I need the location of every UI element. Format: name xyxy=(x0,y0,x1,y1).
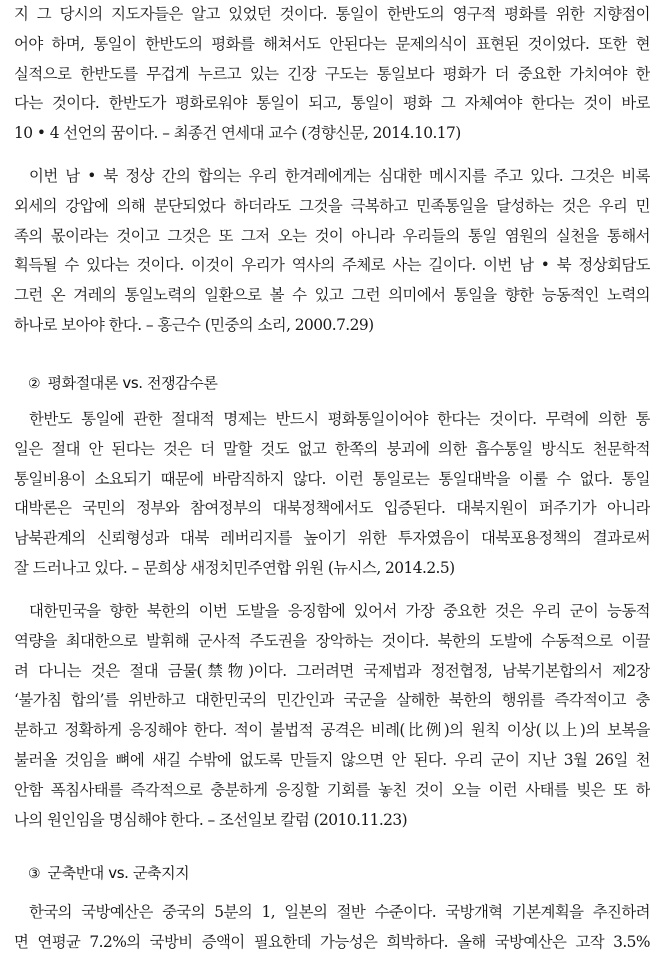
paragraph-line: 면 연평균 7.2%의 국방비 증액이 필요한데 가능성은 희박하다. 올해 국방예산은 고작 3.5% xyxy=(14,932,650,951)
paragraph-line: 이번 남 • 북 정상 간의 합의는 우리 한겨레에게는 심대한 메시지를 주고 있다. 그것은 비록 xyxy=(29,167,650,185)
paragraph-line: 잘 드러나고 있다. – 문희상 새정치민주연합 위원 (뉴시스, 2014.2.5) xyxy=(14,558,455,577)
paragraph-line: 나의 원인임을 명심해야 한다. – 조선일보 칼럼 (2010.11.23) xyxy=(14,810,408,829)
paragraph-3 xyxy=(14,405,650,584)
paragraph-line: 안함 폭침사태를 즉각적으로 충분하게 응징할 기회를 놓친 것이 오늘 이런 사태를 빚은 또 하 xyxy=(14,780,650,799)
paragraph-line: 역량을 최대한으로 발휘해 군사적 주도권을 장악하는 것이다. 북한의 도발에 수동적으로 이끌 xyxy=(14,631,650,650)
paragraph-line: 남북관계의 신뢰형성과 대북 레버리지를 높이기 위한 투자였음이 대북포용정책의 결과로써 xyxy=(14,529,650,548)
paragraph-line: 실적으로 한반도를 무겁게 누르고 있는 긴장 구도는 통일보다 평화가 더 중요한 가치여야 한 xyxy=(14,64,650,83)
paragraph-2 xyxy=(14,162,650,341)
paragraph-line: 획득될 수 있다는 것이다. 이것이 우리가 역사의 주체로 사는 길이다. 이번 남 • 북 정상회담도 xyxy=(14,256,650,275)
paragraph-line: 하나로 보아야 한다. – 홍근수 (민중의 소리, 2000.7.29) xyxy=(14,315,374,334)
paragraph-line: 어야 하며, 통일이 한반도의 평화를 해쳐서도 안된다는 문제의식이 표현된 것이었다. 또한 현 xyxy=(14,34,650,53)
paragraph-line: 대한민국을 향한 북한의 이번 도발을 응징함에 있어서 가장 중요한 것은 우리 군이 능동적 xyxy=(29,602,650,620)
paragraph-line: 대박론은 국민의 정부와 참여정부의 대북정책에서도 입증된다. 대북지원이 퍼주기가 아니라 xyxy=(14,499,650,518)
paragraph-5 xyxy=(14,898,650,958)
paragraph-line: 불러올 것임을 뼈에 새길 수밖에 없도록 만들지 않으면 안 된다. 우리 군이 지난 3월 26일 천 xyxy=(14,750,650,769)
section-title: 군축반대 vs. 군축지지 xyxy=(47,864,190,882)
section-number: ③ xyxy=(28,866,41,882)
paragraph-line: 10 • 4 선언의 꿈이다. – 최종건 연세대 교수 (경향신문, 2014.10.17) xyxy=(14,124,461,143)
paragraph-4 xyxy=(14,597,650,835)
paragraph-line: 분하고 정확하게 응징해야 한다. 적이 불법적 공격은 비례(比例)의 원칙 이상(以上)의 보복을 xyxy=(14,721,650,740)
section-title: 평화절대론 vs. 전쟁감수론 xyxy=(47,374,218,392)
paragraph-line: 족의 몫이라는 것이고 그것은 또 그저 오는 것이 아니라 우리들의 통일 염원의 실천을 통해서 xyxy=(14,226,650,245)
paragraph-line: 외세의 강압에 의해 분단되었다 하더라도 그것을 극복하고 민족통일을 달성하는 것은 우리 민 xyxy=(14,196,650,215)
section-heading-2 xyxy=(14,372,217,395)
paragraph-line: 다는 것이다. 한반도가 평화로워야 통일이 되고, 통일이 평화 그 자체여야 한다는 것이 바로 xyxy=(14,94,650,113)
paragraph-line: ‘불가침 합의’를 위반하고 대한민국의 민간인과 국군을 살해한 북한의 행위를 즉각적이고 충 xyxy=(14,691,650,710)
paragraph-line: 일은 절대 안 된다는 것은 더 말할 것도 없고 한쪽의 붕괴에 의한 흡수통일 방식도 천문학적 xyxy=(14,439,650,458)
paragraph-line: 려 다니는 것은 절대 금물(禁物)이다. 그러려면 국제법과 정전협정, 남북기본합의서 제2장 xyxy=(14,661,650,680)
section-heading-3 xyxy=(14,862,189,885)
section-number: ② xyxy=(28,376,41,392)
paragraph-line: 한국의 국방예산은 중국의 5분의 1, 일본의 절반 수준이다. 국방개혁 기본계획을 추진하려 xyxy=(29,903,650,921)
paragraph-line: 한반도 통일에 관한 절대적 명제는 반드시 평화통일이어야 한다는 것이다. 무력에 의한 통 xyxy=(29,410,650,428)
paragraph-line: 지 그 당시의 지도자들은 알고 있었던 것이다. 통일이 한반도의 영구적 평화를 위한 지향점이 xyxy=(14,5,650,23)
paragraph-line: 통일비용이 소요되기 때문에 바람직하지 않다. 이런 통일로는 통일대박을 이룰 수 없다. 통일 xyxy=(14,469,650,488)
paragraph-1 xyxy=(14,0,650,149)
paragraph-line: 그런 온 겨레의 통일노력의 일환으로 볼 수 있고 그런 의미에서 통일을 향한 능동적인 노력의 xyxy=(14,286,650,305)
